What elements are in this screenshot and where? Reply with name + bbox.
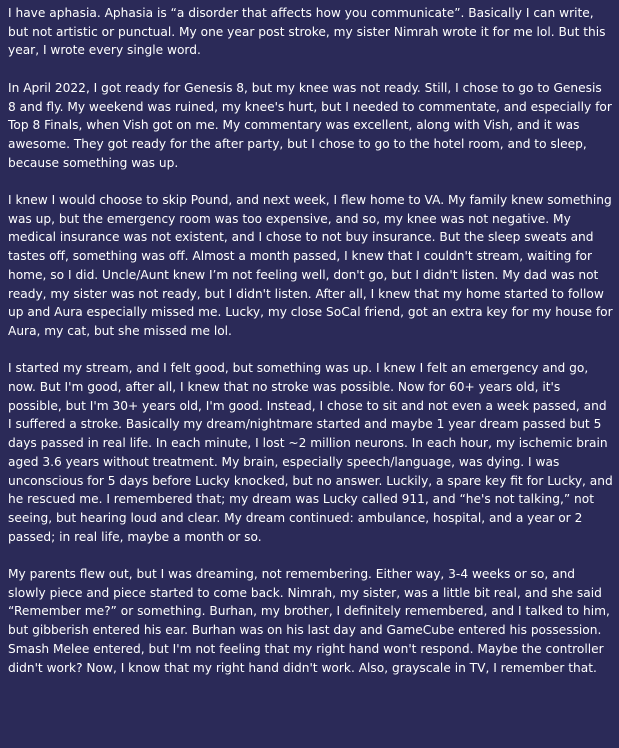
paragraph-genesis-8: In April 2022, I got ready for Genesis 8, but my knee was not ready. Still, I chose to go to Genesis 8 and fly. My weekend was ruined, my knee's hurt, but I needed to commentate, and especially for Top 8 Finals, when Vish got on me. My commentary was excellent, along with Vish, and it was awesome. They got ready for the after party, but I chose to go to the hotel room, and to sleep, because something was up.	[8, 80, 612, 170]
paragraph-recovery: My parents flew out, but I was dreaming, not remembering. Either way, 3-4 weeks or so, and slowly piece and piece started to come back. Nimrah, my sister, was a little bit real, and she said “Remember me?” or something. Burhan, my brother, I definitely remembered, and I talked to him, but gibberish entered his ear. Burhan was on his last day and GameCube entered his possession. Smash Melee entered, but I'm not feeling that my right hand won't respond. Maybe the controller didn't work? Now, I know that my right hand didn't work. Also, grayscale in TV, I remember that.	[8, 567, 610, 675]
paragraph-skip-pound: I knew I would choose to skip Pound, and next week, I flew home to VA. My family knew something was up, but the emergency room was too expensive, and so, my knee was not negative. My medical insurance was not existent, and I chose to not buy insurance. But the sleep sweats and tastes off, something was off. Almost a month passed, I knew that I couldn't stream, waiting for home, so I did. Uncle/Aunt knew I’m not feeling well, don't go, but I didn't listen. My dad was not ready, my sister was not ready, but I didn't listen. After all, I knew that my home started to follow up and Aura especially missed me. Lucky, my close SoCal friend, got an extra key for my house for Aura, my cat, but she missed me lol.	[8, 193, 613, 338]
paragraph-aphasia-intro: I have aphasia. Aphasia is “a disorder that affects how you communicate”. Basically I can write, but not artistic or punctual. My one year post stroke, my sister Nimrah wrote it for me lol. But this year, I wrote every single word.	[8, 6, 606, 58]
paragraph-stroke: I started my stream, and I felt good, but something was up. I knew I felt an emergency and go, now. But I'm good, after all, I knew that no stroke was possible. Now for 60+ years old, it's possible, but I'm 30+ years old, I'm good. Instead, I chose to sit and not even a week passed, and I suffered a stroke. Basically my dream/nightmare started and maybe 1 year dream passed but 5 days passed in real life. In each minute, I lost ~2 million neurons. In each hour, my ischemic brain aged 3.6 years without treatment. My brain, especially speech/language, was dying. I was unconscious for 5 days before Lucky knocked, but no answer. Luckily, a spare key fit for Lucky, and he rescued me. I remembered that; my dream was Lucky called 911, and “he's not talking,” not seeing, but hearing loud and clear. My dream continued: ambulance, hospital, and a year or 2 passed; in real life, maybe a month or so.	[8, 361, 613, 544]
